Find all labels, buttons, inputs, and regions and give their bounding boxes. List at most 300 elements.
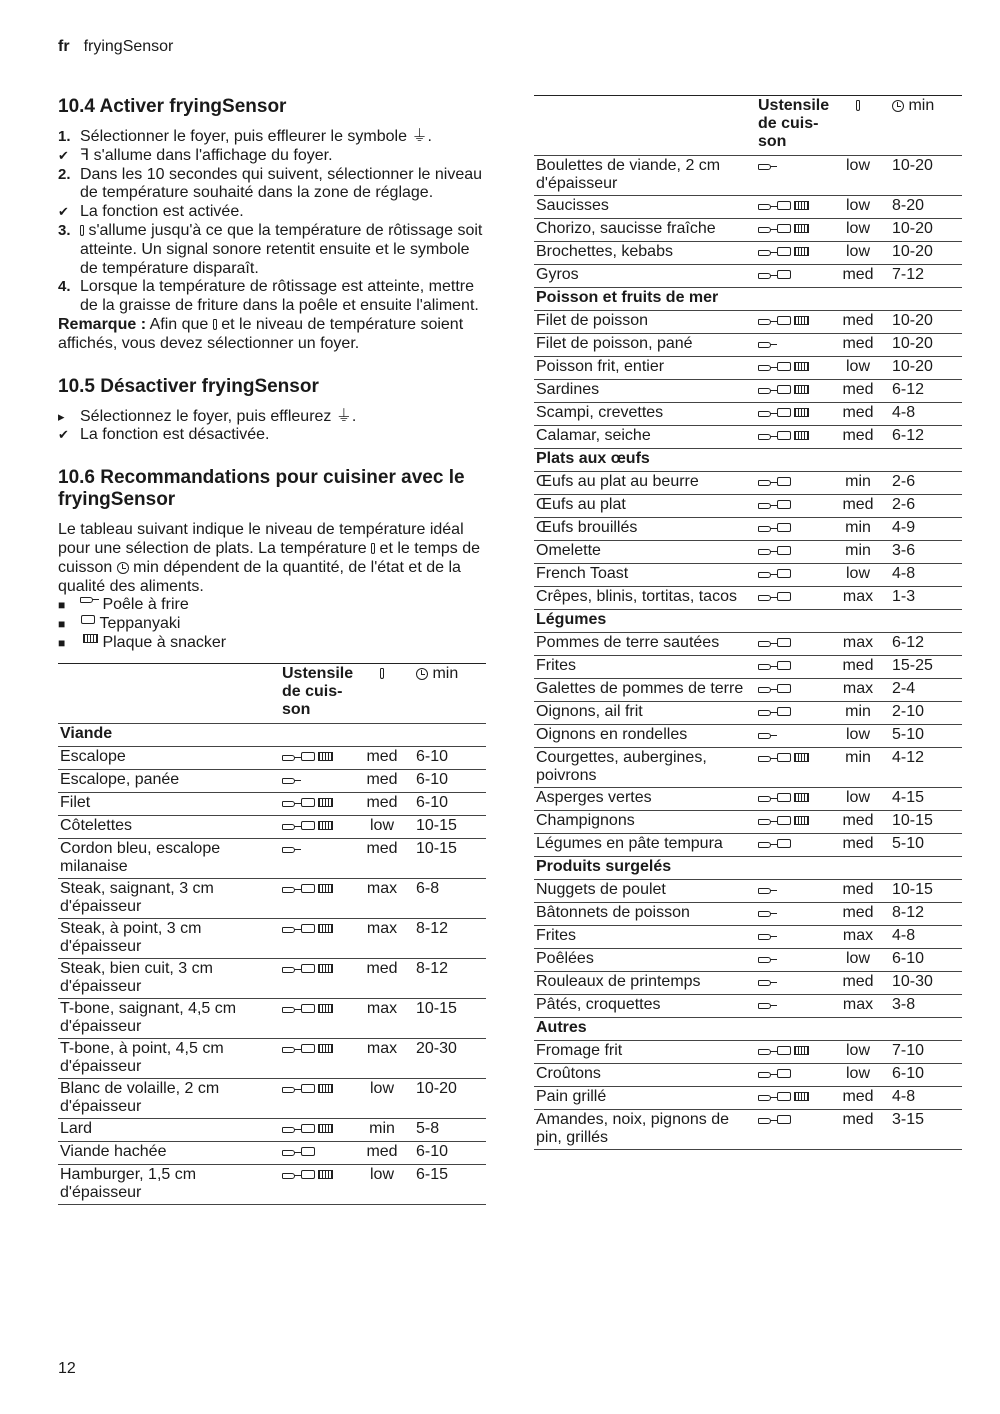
frying-pan-icon: [282, 1126, 300, 1132]
temperature-level: med: [366, 1142, 398, 1160]
table-row: [58, 959, 486, 999]
temperature-level: low: [845, 243, 870, 260]
section-10-5-title: 10.5 Désactiver fryingSensor: [58, 375, 319, 397]
temperature-level: max: [366, 919, 398, 937]
temperature-level: med: [842, 657, 874, 674]
cooking-time: 6-10: [416, 1142, 449, 1160]
table-row: [534, 633, 962, 656]
cooking-time: 6-10: [416, 793, 449, 811]
utensil-cell: [756, 949, 832, 970]
snack-plate-icon: [794, 1046, 809, 1055]
cooking-time: 3-15: [892, 1111, 925, 1128]
header-time: [884, 96, 952, 117]
step-number: 2.: [58, 165, 71, 183]
table-row: [534, 972, 962, 995]
utensil-cell: [756, 219, 832, 240]
left-column: [58, 96, 486, 1205]
temperature-icon: [856, 100, 860, 111]
frying-pan-icon: [758, 1117, 776, 1123]
frying-pan-icon: [758, 272, 776, 278]
frying-pan-icon: [282, 823, 300, 829]
result: [58, 426, 486, 445]
dish-name: Filet: [60, 793, 91, 811]
cooking-time: 10-15: [416, 816, 457, 834]
teppanyaki-icon: [777, 684, 791, 693]
table-row: [58, 1079, 486, 1119]
temperature-level: med: [842, 1088, 874, 1105]
frying-pan-icon: [758, 686, 776, 692]
frying-pan-icon: [758, 910, 776, 916]
table-row: [58, 879, 486, 919]
utensil-cell: [756, 564, 832, 585]
temperature-level: low: [845, 157, 870, 174]
frying-pan-icon: [282, 1006, 300, 1012]
dish-name: Gyros: [536, 266, 579, 283]
utensil-cell: [280, 816, 356, 837]
utensil-cell: [756, 541, 832, 562]
temperature-level: min: [845, 749, 871, 766]
teppanyaki-icon: [777, 638, 791, 647]
table-row: [534, 788, 962, 811]
teppanyaki-icon: [777, 546, 791, 555]
teppanyaki-icon: [777, 270, 791, 279]
frying-pan-icon: [758, 1002, 776, 1008]
teppanyaki-icon: [777, 1115, 791, 1124]
frying-pan-icon: [758, 226, 776, 232]
note: [58, 316, 486, 354]
temperature-level: max: [842, 680, 874, 697]
utensil-cell: [756, 995, 832, 1016]
temperature-level: low: [369, 1165, 394, 1183]
snack-plate-icon: [318, 1084, 333, 1093]
table-row: [58, 999, 486, 1039]
clock-icon: [892, 100, 904, 112]
temperature-level: med: [842, 1111, 874, 1128]
frying-pan-icon: [758, 887, 776, 893]
teppanyaki-icon: [777, 1069, 791, 1078]
teppanyaki-icon: [777, 224, 791, 233]
utensil-cell: [280, 747, 356, 768]
header-time: [408, 664, 476, 685]
cooking-time: 6-10: [416, 770, 449, 788]
utensil-cell: [756, 472, 832, 493]
table-row: [534, 995, 962, 1018]
dish-name: Omelette: [536, 542, 601, 559]
utensil-cell: [280, 1119, 356, 1140]
table-row: [534, 949, 962, 972]
cooking-time: 6-8: [416, 879, 440, 897]
frying-pan-icon: [758, 433, 776, 439]
snack-plate-icon: [794, 793, 809, 802]
utensil-cell: [280, 959, 356, 980]
teppanyaki-icon: [777, 316, 791, 325]
frying-pan-icon: [758, 1094, 776, 1100]
temperature-level: med: [842, 381, 874, 398]
dish-name: Oignons, ail frit: [536, 703, 643, 720]
utensil-cell: [756, 334, 832, 355]
snack-plate-icon: [318, 884, 333, 893]
frying-pan-icon: [80, 596, 98, 602]
cooking-time: 2-6: [892, 473, 916, 490]
clock-icon: [416, 668, 428, 680]
table-row: [534, 334, 962, 357]
teppanyaki-icon: [301, 1170, 315, 1179]
snack-plate-icon: [318, 1044, 333, 1053]
time-unit: min: [428, 664, 459, 682]
dish-name: Pain grillé: [536, 1088, 607, 1105]
bullet-icon: ■: [58, 617, 66, 632]
snack-plate-icon: [794, 247, 809, 256]
dish-name: Scampi, crevettes: [536, 404, 664, 421]
frying-pan-icon: [282, 777, 300, 783]
table-row: [58, 919, 486, 959]
utensil-cell: [756, 656, 832, 677]
temperature-indicator-icon: [213, 319, 217, 330]
legend-item: [58, 615, 486, 634]
cooking-time: 10-30: [892, 973, 933, 990]
dish-name: Escalope, panée: [60, 770, 180, 788]
step-text: Sélectionnez le foyer, puis effleurez ⏚.: [80, 407, 357, 425]
display-glyph-icon: ꟻ: [80, 146, 90, 164]
snack-plate-icon: [318, 964, 333, 973]
cooking-time: 10-15: [416, 839, 457, 857]
temperature-level: low: [369, 1079, 394, 1097]
frying-pan-icon: [282, 926, 300, 932]
utensil-cell: [756, 426, 832, 447]
snack-plate-icon: [318, 821, 333, 830]
dish-name: Côtelettes: [60, 816, 133, 834]
check-icon: ✔: [58, 427, 69, 443]
table-section-row: [534, 288, 962, 311]
teppanyaki-icon: [777, 1046, 791, 1055]
table-row: [534, 311, 962, 334]
dish-name: Sardines: [536, 381, 600, 398]
cooking-time: 5-8: [416, 1119, 440, 1137]
teppanyaki-icon: [301, 1147, 315, 1156]
table-row: [534, 1064, 962, 1087]
intro-text: Le tableau suivant indique le niveau de température idéal pour une sélection de plats. La température: [58, 521, 464, 557]
table-row: [534, 518, 962, 541]
utensil-cell: [756, 403, 832, 424]
temperature-level: low: [845, 950, 870, 967]
teppanyaki-icon: [777, 793, 791, 802]
frying-pan-icon: [758, 548, 776, 554]
table-row: [58, 839, 486, 879]
frying-pan-icon: [758, 841, 776, 847]
frying-pan-icon: [758, 410, 776, 416]
header-temperature: [356, 664, 408, 685]
table-row: [534, 811, 962, 834]
cooking-time: 10-20: [892, 312, 933, 329]
frying-pan-icon: [758, 364, 776, 370]
temperature-level: min: [845, 542, 871, 559]
frying-pan-icon: [282, 1086, 300, 1092]
cooking-time: 6-12: [892, 427, 925, 444]
table-row: [534, 748, 962, 788]
temperature-level: min: [845, 519, 871, 536]
dish-name: Escalope: [60, 747, 126, 765]
temperature-level: med: [842, 496, 874, 513]
section-10-6-title: 10.6 Recommandations pour cuisiner avec le fryingSensor: [58, 467, 465, 511]
step-1: [58, 128, 486, 147]
intro-paragraph: [58, 521, 486, 596]
utensil-cell: [280, 919, 356, 940]
snack-plate-icon: [318, 1170, 333, 1179]
cooking-time: 4-8: [892, 927, 916, 944]
result-text: La fonction est désactivée.: [80, 426, 270, 444]
frying-pan-icon: [758, 571, 776, 577]
dish-name: Frites: [536, 927, 576, 944]
utensil-cell: [280, 839, 356, 860]
temperature-level: med: [842, 904, 874, 921]
utensil-cell: [756, 748, 832, 769]
teppanyaki-icon: [301, 964, 315, 973]
step-4: [58, 278, 486, 316]
table-row: [534, 541, 962, 564]
temperature-level: low: [845, 726, 870, 743]
step-text: Dans les 10 secondes qui suivent, sélectionner le niveau de température souhaité dans la zone de réglage.: [80, 165, 483, 202]
temperature-level: med: [366, 793, 398, 811]
step-3: [58, 222, 486, 278]
temperature-level: max: [366, 999, 398, 1017]
frying-pan-icon: [758, 755, 776, 761]
teppanyaki-icon: [777, 839, 791, 848]
table-row: [534, 656, 962, 679]
teppanyaki-icon: [301, 1124, 315, 1133]
teppanyaki-icon: [777, 816, 791, 825]
table-row: [534, 219, 962, 242]
table-row: [534, 472, 962, 495]
bullet-icon: ■: [58, 635, 66, 650]
header-temperature: [832, 96, 884, 117]
dish-name: Pommes de terre sautées: [536, 634, 720, 651]
cooking-time: 6-10: [416, 747, 449, 765]
intro-text: min dépendent de la quantité, de l'état et de la qualité des aliments.: [58, 558, 461, 595]
dish-name: Cordon bleu, escalope milanaise: [60, 839, 221, 875]
utensil-cell: [756, 1041, 832, 1062]
table-row: [534, 495, 962, 518]
table-header-row: [58, 664, 486, 724]
temperature-level: med: [842, 312, 874, 329]
frying-pan-icon: [758, 594, 776, 600]
temperature-level: med: [842, 335, 874, 352]
table-header-row: [534, 96, 962, 156]
dish-name: Fromage frit: [536, 1042, 623, 1059]
frying-pan-icon: [758, 1048, 776, 1054]
table-row: [534, 265, 962, 288]
teppanyaki-icon: [777, 247, 791, 256]
cooking-time: 2-4: [892, 680, 916, 697]
table-row: [534, 725, 962, 748]
dish-name: French Toast: [536, 565, 629, 582]
utensil-cell: [756, 725, 832, 746]
frying-pan-icon: [758, 956, 776, 962]
dish-name: Crêpes, blinis, tortitas, tacos: [536, 588, 737, 605]
table-section-row: [534, 449, 962, 472]
dish-name: Rouleaux de printemps: [536, 973, 701, 990]
clock-icon: [117, 562, 129, 574]
frying-pan-icon: [758, 163, 776, 169]
dish-name: Galettes de pommes de terre: [536, 680, 744, 697]
dish-name: Steak, à point, 3 cm d'épaisseur: [60, 919, 202, 955]
temperature-icon: [380, 668, 384, 679]
dish-name: Croûtons: [536, 1065, 601, 1082]
legend-item: [58, 634, 486, 653]
teppanyaki-icon: [301, 1084, 315, 1093]
cooking-time: 4-15: [892, 789, 925, 806]
temperature-level: max: [366, 879, 398, 897]
cooking-time: 2-6: [892, 496, 916, 513]
frying-pan-icon: [758, 341, 776, 347]
utensil-cell: [756, 380, 832, 401]
cooking-time: 6-12: [892, 634, 925, 651]
snack-plate-icon: [794, 201, 809, 210]
table-row: [534, 426, 962, 449]
cooking-time: 6-10: [892, 1065, 925, 1082]
frying-pan-icon: [758, 387, 776, 393]
table-row: [534, 903, 962, 926]
utensil-cell: [756, 702, 832, 723]
temperature-level: min: [369, 1119, 395, 1137]
table-section-row: [58, 724, 486, 747]
teppanyaki-icon: [777, 477, 791, 486]
frying-pan-icon: [758, 318, 776, 324]
teppanyaki-icon: [777, 569, 791, 578]
snack-plate-icon: [318, 1124, 333, 1133]
cooking-time: 4-9: [892, 519, 916, 536]
frying-pan-icon: [758, 203, 776, 209]
teppanyaki-icon: [301, 1004, 315, 1013]
temperature-level: med: [842, 266, 874, 283]
dish-name: Bâtonnets de poisson: [536, 904, 690, 921]
teppanyaki-icon: [777, 408, 791, 417]
dish-name: Saucisses: [536, 197, 609, 214]
teppanyaki-icon: [301, 1044, 315, 1053]
temperature-level: med: [366, 959, 398, 977]
utensil-cell: [280, 879, 356, 900]
temperature-level: max: [842, 588, 874, 605]
right-column: [534, 95, 962, 1150]
temperature-level: med: [366, 839, 398, 857]
frying-pan-icon: [758, 818, 776, 824]
table-row: [534, 679, 962, 702]
utensil-cell: [280, 793, 356, 814]
dish-name: Calamar, seiche: [536, 427, 651, 444]
snack-plate-icon: [794, 753, 809, 762]
utensil-cell: [756, 242, 832, 263]
section-label: Produits surgelés: [536, 858, 672, 875]
recommendation-table-right: [534, 95, 962, 1150]
frying-pan-icon: [282, 886, 300, 892]
cooking-time: 8-20: [892, 197, 925, 214]
temperature-level: min: [845, 703, 871, 720]
teppanyaki-icon: [777, 661, 791, 670]
frying-pan-icon: [282, 754, 300, 760]
teppanyaki-icon: [301, 924, 315, 933]
frying-pan-icon: [758, 979, 776, 985]
cooking-time: 10-20: [892, 157, 933, 174]
section-10-4-title: 10.4 Activer fryingSensor: [58, 96, 287, 117]
check-icon: ✔: [58, 204, 69, 220]
utensil-cell: [280, 1142, 356, 1163]
table-section-row: [534, 857, 962, 880]
table-row: [534, 196, 962, 219]
frying-pan-icon: [758, 525, 776, 531]
dish-name: Poisson frit, entier: [536, 358, 665, 375]
snack-plate-icon: [794, 316, 809, 325]
temperature-level: low: [369, 816, 394, 834]
utensil-cell: [756, 811, 832, 832]
teppanyaki-icon: [777, 201, 791, 210]
utensil-cell: [756, 880, 832, 901]
temperature-icon: [371, 543, 375, 554]
utensil-cell: [756, 903, 832, 924]
teppanyaki-icon: [777, 523, 791, 532]
temperature-indicator-icon: [80, 225, 84, 236]
frying-pan-icon: [282, 846, 300, 852]
dish-name: Filet de poisson, pané: [536, 335, 693, 352]
teppanyaki-icon: [777, 500, 791, 509]
cooking-time: 4-8: [892, 565, 916, 582]
cooking-time: 8-12: [416, 959, 449, 977]
utensil-cell: [280, 1039, 356, 1060]
table-row: [534, 380, 962, 403]
section-label: Autres: [536, 1019, 587, 1036]
teppanyaki-icon: [777, 753, 791, 762]
snack-plate-icon: [794, 431, 809, 440]
dish-name: Oignons en rondelles: [536, 726, 688, 743]
temperature-level: low: [845, 1065, 870, 1082]
table-row: [534, 587, 962, 610]
dish-name: Œufs brouillés: [536, 519, 638, 536]
table-row: [534, 926, 962, 949]
action-step: [58, 408, 486, 427]
utensil-cell: [756, 1087, 832, 1108]
dish-name: Blanc de volaille, 2 cm d'épaisseur: [60, 1079, 220, 1115]
cooking-time: 10-20: [892, 358, 933, 375]
dish-name: Légumes en pâte tempura: [536, 835, 723, 852]
utensil-cell: [756, 156, 832, 177]
table-section-row: [534, 610, 962, 633]
teppanyaki-icon: [301, 884, 315, 893]
note-text: et le niveau de température soient affichés, vous devez sélectionner un foyer.: [58, 315, 464, 352]
frying-pan-icon: [758, 732, 776, 738]
page-number: 12: [58, 1360, 76, 1377]
utensil-cell: [280, 1079, 356, 1100]
snack-plate-icon: [318, 1004, 333, 1013]
temperature-level: low: [845, 565, 870, 582]
cooking-time: 2-10: [892, 703, 925, 720]
teppanyaki-icon: [777, 362, 791, 371]
utensil-cell: [756, 357, 832, 378]
legend-item: [58, 596, 486, 615]
table-row: [58, 1039, 486, 1079]
cooking-time: 1-3: [892, 588, 916, 605]
teppanyaki-icon: [777, 707, 791, 716]
dish-name: Chorizo, saucisse fraîche: [536, 220, 716, 237]
cooking-time: 7-12: [892, 266, 925, 283]
result-2: [58, 203, 486, 222]
dish-name: Viande hachée: [60, 1142, 167, 1160]
legend-label: Plaque à snacker: [102, 633, 227, 651]
table-row: [58, 793, 486, 816]
temperature-level: low: [845, 220, 870, 237]
frying-pan-icon: [758, 640, 776, 646]
result-1: [58, 147, 486, 166]
cooking-time: 8-12: [416, 919, 449, 937]
frying-pan-icon: [758, 933, 776, 939]
temperature-level: low: [845, 358, 870, 375]
